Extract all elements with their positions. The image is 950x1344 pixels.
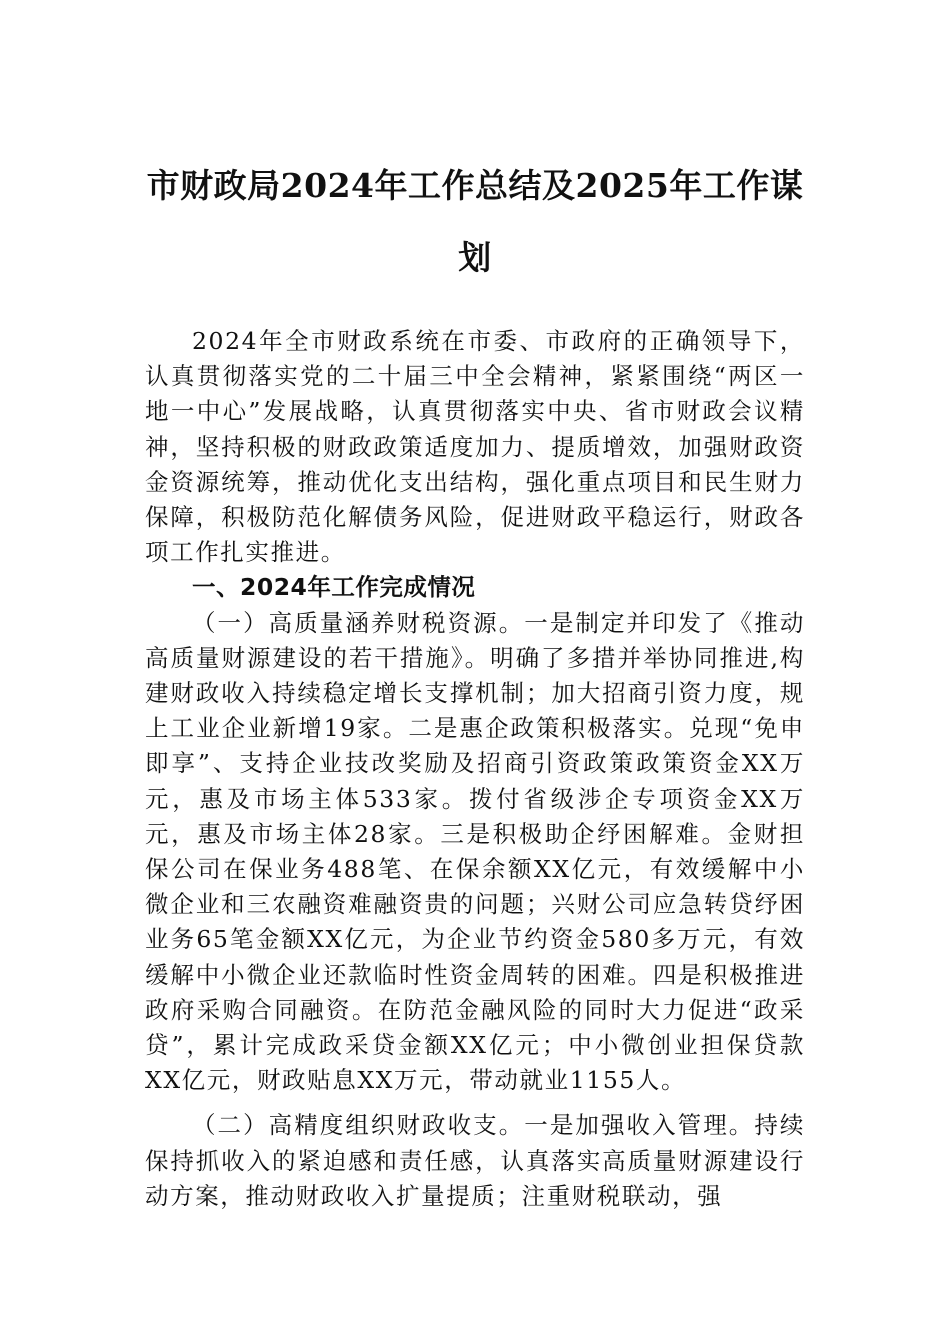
- section-heading: 一、2024年工作完成情况: [192, 573, 476, 602]
- paragraph-1: （一）高质量涵养财税资源。一是制定并印发了《推动高质量财源建设的若干措施》。明确了多措并举协同推进,构建财政收入持续稳定增长支撑机制；加大招商引资力度，规上工业企业新增19家。二是惠企政策积极落实。兑现“免申即享”、支持企业技改奖励及招商引资政策政策资金XX万元，惠及市场主体533家。拨付省级涉企专项资金XX万元，惠及市场主体28家。三是积极助企纾困解难。金财担保公司在保业务488笔、在保余额XX亿元，有效缓解中小微企业和三农融资难融资贵的问题；兴财公司应急转贷纾困业务65笔金额XX亿元，为企业节约资金580多万元，有效缓解中小微企业还款临时性资金周转的困难。四是积极推进政府采购合同融资。在防范金融风险的同时大力促进“政采贷”，累计完成政采贷金额XX亿元；中小微创业担保贷款XX亿元，财政贴息XX万元，带动就业1155人。: [145, 608, 805, 1095]
- document-body: [145, 324, 805, 1214]
- document-title: 市财政局2024年工作总结及2025年工作谋划: [146, 166, 804, 277]
- intro-paragraph: 2024年全市财政系统在市委、市政府的正确领导下，认真贯彻落实党的二十届三中全会精神，紧紧围绕“两区一地一中心”发展战略，认真贯彻落实中央、省市财政会议精神，坚持积极的财政政策适度加力、提质增效，加强财政资金资源统筹，推动优化支出结构，强化重点项目和民生财力保障，积极防范化解债务风险，促进财政平稳运行，财政各项工作扎实推进。: [145, 327, 805, 567]
- paragraph-2: （二）高精度组织财政收支。一是加强收入管理。持续保持抓收入的紧迫感和责任感，认真落实高质量财源建设行动方案，推动财政收入扩量提质；注重财税联动，强: [145, 1111, 805, 1210]
- paragraph-spacer: [145, 1098, 805, 1108]
